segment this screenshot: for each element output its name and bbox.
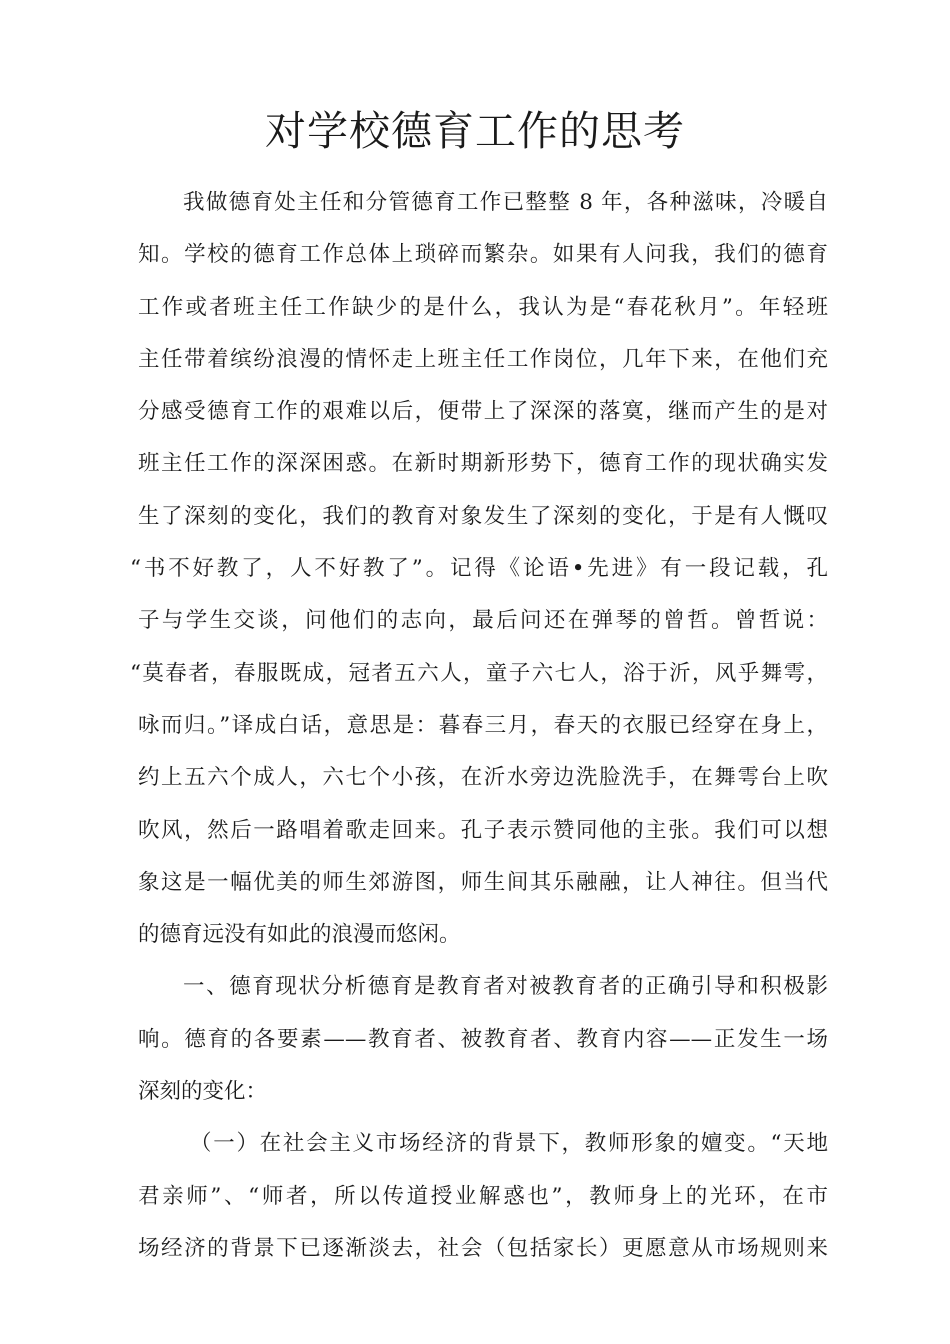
paragraph-line: 子与学生交谈，问他们的志向，最后问还在弹琴的曾哲。曾哲说：	[138, 608, 828, 634]
paragraph-line: 我做德育处主任和分管德育工作已整整 8 年，各种滋味，冷暖自	[183, 190, 828, 215]
paragraph-line: 分感受德育工作的艰难以后，便带上了深深的落寞，继而产生的是对	[138, 399, 828, 425]
paragraph-line: 响。德育的各要素——教育者、被教育者、教育内容——正发生一场	[138, 1026, 828, 1052]
paragraph-line: 知。学校的德育工作总体上琐碎而繁杂。如果有人问我，我们的德育	[138, 242, 828, 268]
paragraph-line: 咏而归。”译成白话，意思是：暮春三月，春天的衣服已经穿在身上，	[138, 712, 828, 738]
paragraph-line: 主任带着缤纷浪漫的情怀走上班主任工作岗位，几年下来，在他们充	[138, 346, 828, 372]
document-body	[130, 180, 828, 1278]
document-title: 对学校德育工作的思考	[265, 107, 685, 155]
paragraph-line: 吹风，然后一路唱着歌走回来。孔子表示赞同他的主张。我们可以想	[138, 817, 828, 843]
paragraph-line: 班主任工作的深深困惑。在新时期新形势下，德育工作的现状确实发	[138, 451, 828, 477]
paragraph-line: “莫春者，春服既成，冠者五六人，童子六七人，浴于沂，风乎舞雩，	[130, 660, 828, 686]
paragraph-line: （一）在社会主义市场经济的背景下，教师形象的嬗变。“天地	[190, 1131, 828, 1157]
paragraph-line: 约上五六个成人，六七个小孩，在沂水旁边洗脸洗手，在舞雩台上吹	[138, 765, 828, 791]
paragraph-line: 象这是一幅优美的师生郊游图，师生间其乐融融，让人神往。但当代	[138, 869, 828, 895]
paragraph-line: 的德育远没有如此的浪漫而悠闲。	[138, 922, 461, 948]
paragraph-line: 工作或者班主任工作缺少的是什么，我认为是“春花秋月”。年轻班	[138, 294, 828, 320]
paragraph-line: 深刻的变化：	[138, 1079, 268, 1105]
paragraph-line: 场经济的背景下已逐渐淡去，社会（包括家长）更愿意从市场规则来	[138, 1235, 828, 1261]
paragraph-line: 君亲师”、“师者，所以传道授业解惑也”，教师身上的光环，在市	[138, 1183, 828, 1209]
paragraph-line: “书不好教了，人不好教了”。记得《论语•先进》有一段记载，孔	[130, 556, 828, 582]
paragraph-line: 一、德育现状分析德育是教育者对被教育者的正确引导和积极影	[183, 974, 828, 1000]
paragraph-line: 生了深刻的变化，我们的教育对象发生了深刻的变化，于是有人慨叹	[138, 503, 828, 529]
